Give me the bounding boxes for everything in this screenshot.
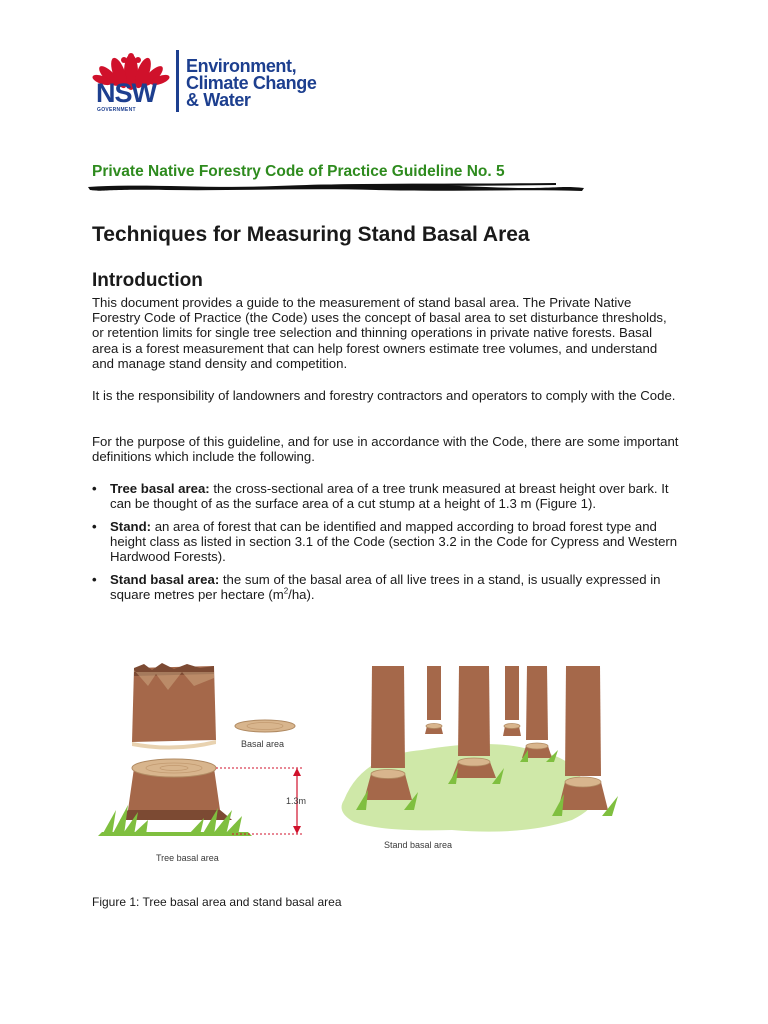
stand-basal-area-diagram — [342, 666, 618, 832]
logo-nsw: NSW — [96, 78, 156, 108]
agency-name — [186, 58, 316, 109]
intro-paragraph-3: For the purpose of this guideline, and for use in accordance with the Code, there are some important definitions which include the following. — [92, 434, 679, 465]
definition-term: Stand basal area: — [110, 572, 220, 588]
label-basal-area: Basal area — [241, 739, 285, 749]
logo-divider — [176, 50, 179, 112]
label-tree-basal-area: Tree basal area — [156, 853, 219, 863]
definition-term: Stand: — [110, 518, 152, 534]
logo-government: GOVERNMENT — [97, 107, 136, 113]
basal-area-illustration — [92, 660, 678, 870]
tree-basal-area-diagram — [98, 663, 302, 836]
label-height: 1.3m — [286, 796, 307, 806]
intro-paragraph-1: This document provides a guide to the measurement of stand basal area. The Private Native Forestry Code of Practice (the Code) uses the concept of basal area to set disturbance thresholds, or retention limits for single tree selection and thinning operations in private native forests. Basal area is a forest measurement that can help forest owners estimate tree volumes, and understand and manage stand density and competition. — [92, 295, 667, 371]
list-item — [92, 481, 682, 511]
definition-text: the sum of the basal area of all live trees in a stand, is usually expressed in square metres per hectare (m — [110, 572, 661, 603]
guideline-title: Private Native Forestry Code of Practice Guideline No. 5 — [92, 163, 505, 180]
intro-paragraph-2: It is the responsibility of landowners and forestry contractors and operators to comply with the Code. — [92, 388, 676, 403]
brush-stroke-divider — [86, 180, 586, 194]
bullet-icon: • — [92, 481, 97, 496]
list-item — [92, 519, 682, 565]
agency-line-1: Environment, — [186, 56, 297, 76]
definition-term: Tree basal area: — [110, 481, 210, 496]
document-title: Techniques for Measuring Stand Basal Area — [92, 223, 530, 246]
agency-line-3: & Water — [186, 90, 251, 110]
definition-text: the cross-sectional area of a tree trunk measured at breast height over bark. It can be thought of as the surface area of a cut stump at a height of 1.3 m (Figure 1). — [110, 481, 669, 512]
figure-caption: Figure 1: Tree basal area and stand basal area — [92, 895, 342, 909]
superscript: 2 — [283, 586, 289, 596]
agency-line-2: Climate Change — [186, 73, 317, 93]
definition-text: an area of forest that can be identified and mapped according to broad forest type and height class as listed in section 3.1 of the Code (section 3.2 in the Code for Cypress and Western Hardwood Forests). — [110, 518, 678, 565]
bullet-icon: • — [92, 518, 97, 534]
list-item — [92, 572, 682, 602]
bullet-icon: • — [92, 572, 97, 588]
definition-text-end: /ha). — [288, 587, 315, 603]
section-heading: Introduction — [92, 270, 203, 291]
definitions-list — [92, 481, 682, 610]
label-stand-basal-area: Stand basal area — [384, 840, 453, 850]
